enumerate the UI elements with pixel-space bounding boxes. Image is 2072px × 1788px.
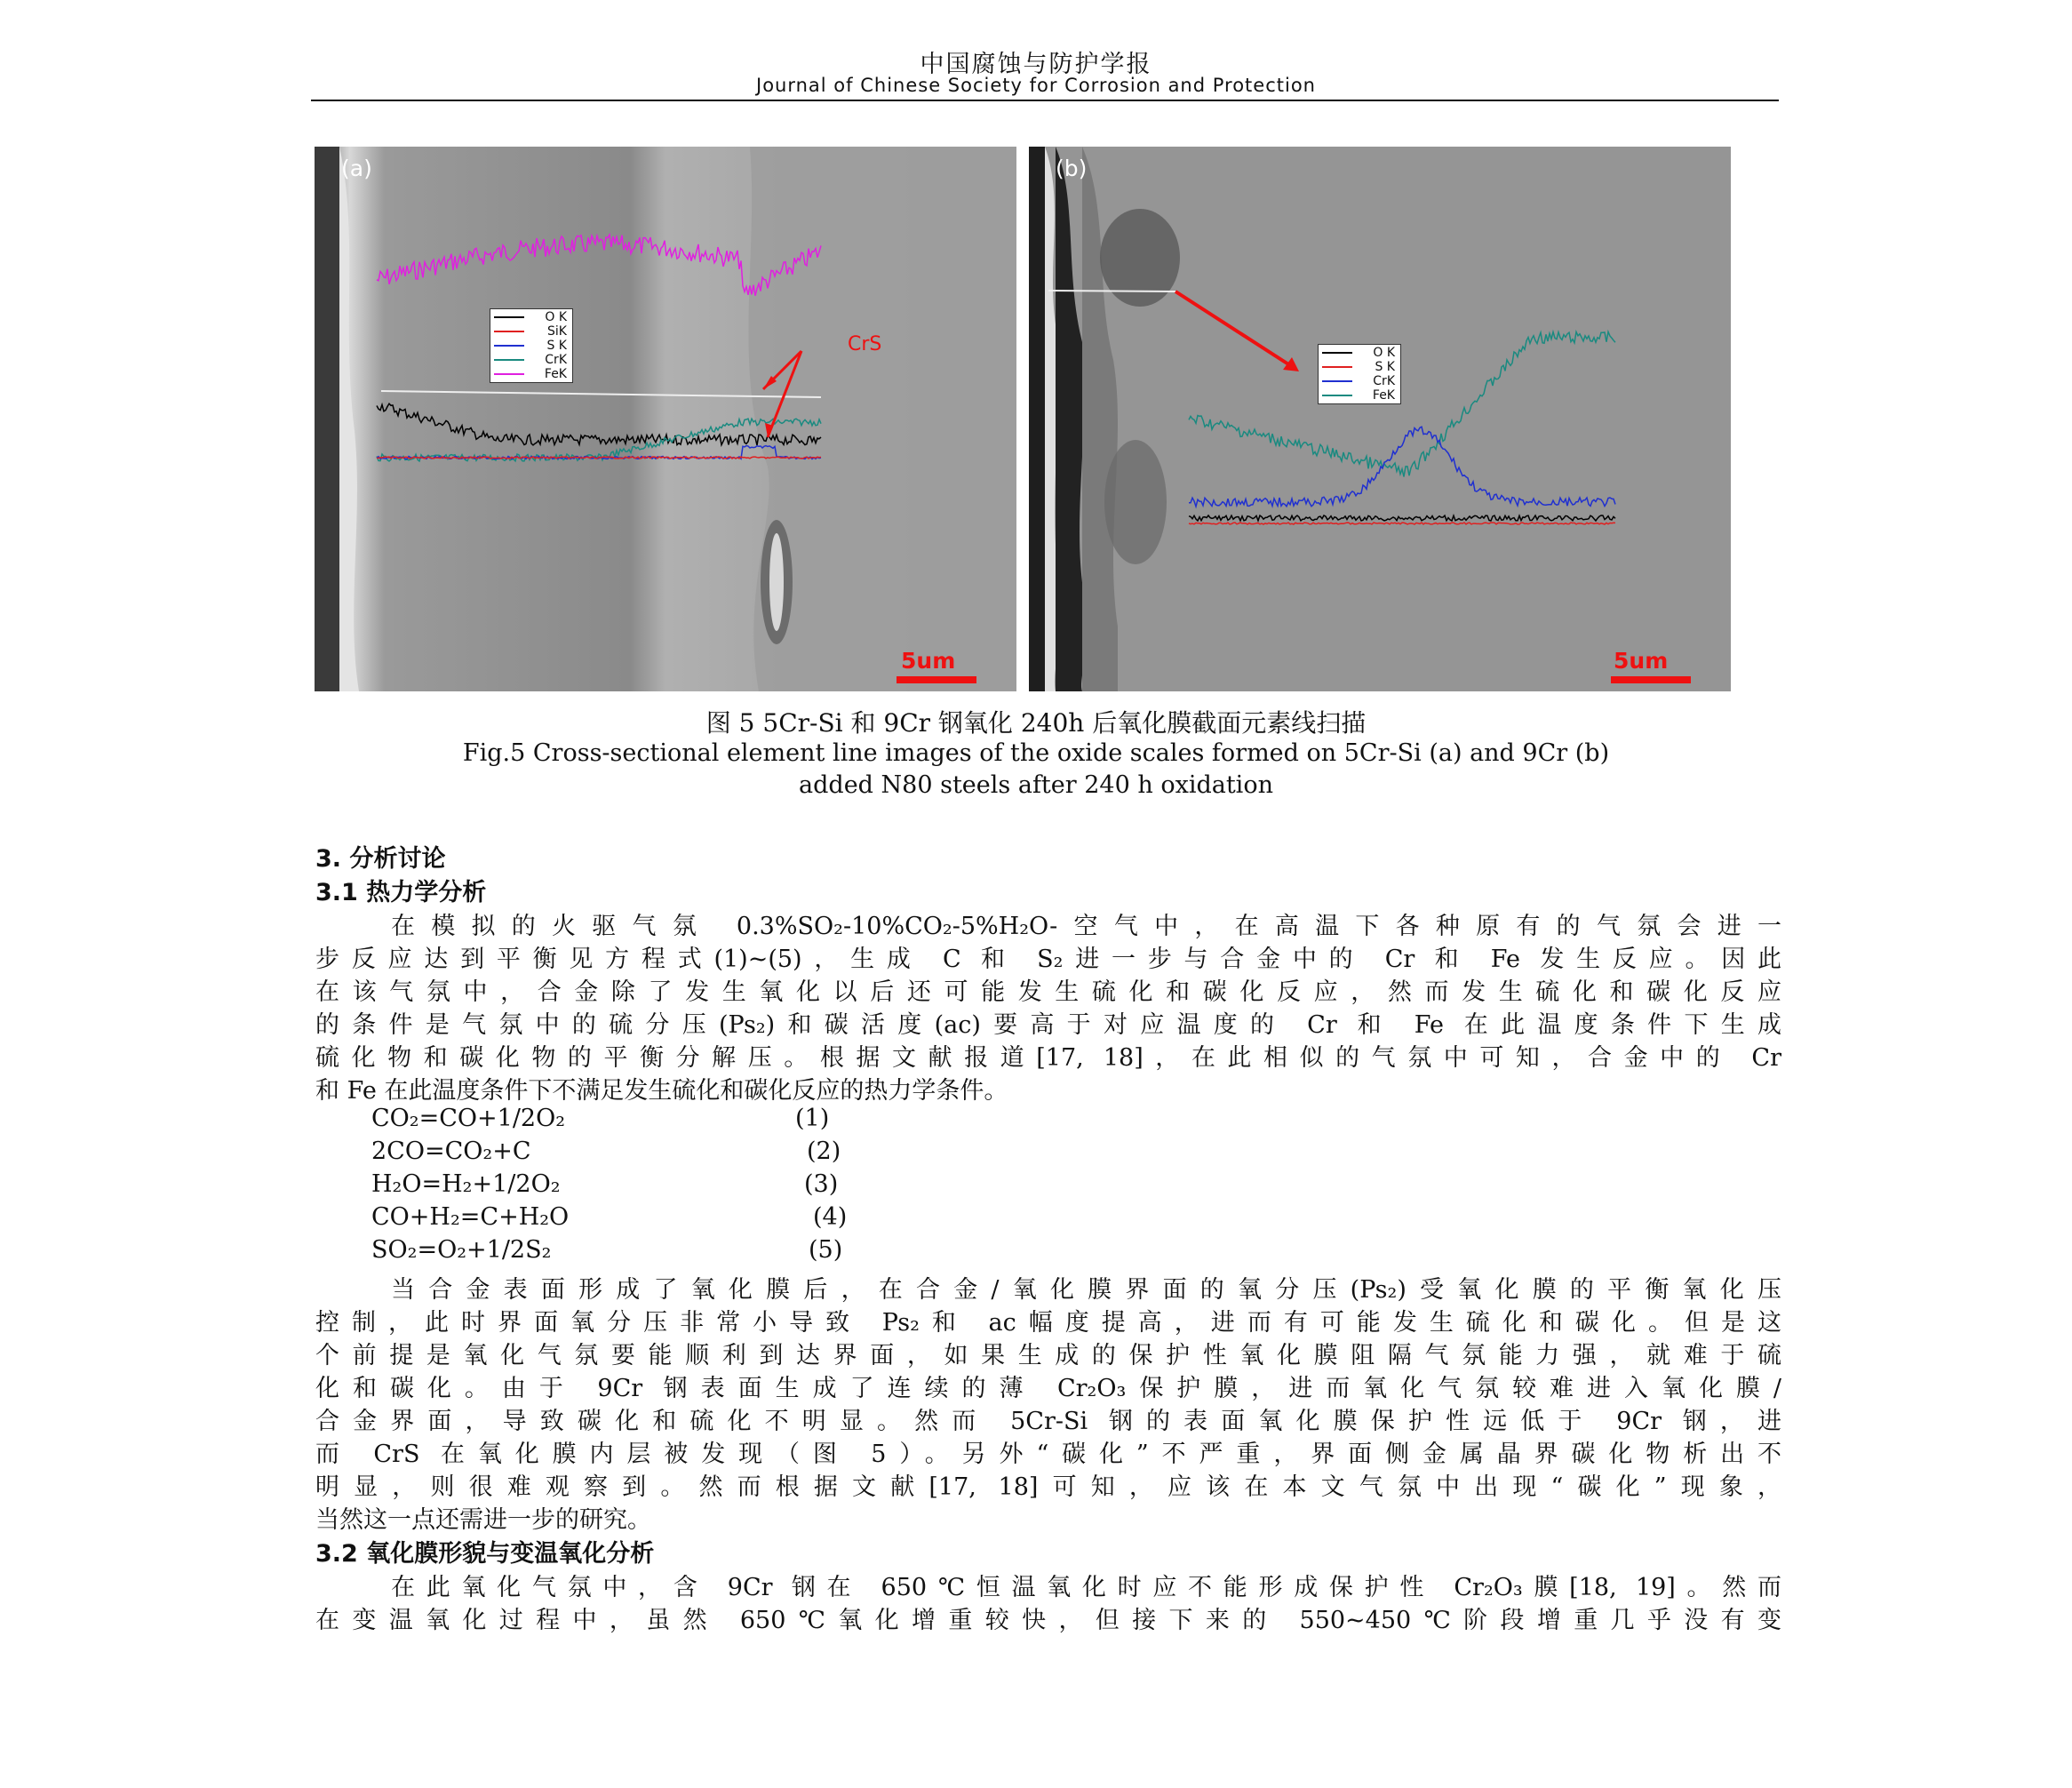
journal-title-cn: 中国腐蚀与防护学报 (920, 51, 1152, 78)
figure-caption-en-line2: added N80 steels after 240 h oxidation (799, 771, 1273, 799)
equation-number: (5) (809, 1236, 843, 1264)
equation-formula: CO+H₂=C+H₂O (371, 1203, 570, 1231)
figure-caption-en-line1: Fig.5 Cross-sectional element line images of the oxide scales formed on 5Cr-Si (a) and 9Cr (b) (462, 739, 1610, 767)
crs-annotation: CrS (848, 333, 882, 355)
paragraph-line: 步反应达到平衡见方程式(1)~(5)，生成 C 和 S₂进一步与合金中的 Cr 和 Fe 发生反应。因此 (315, 946, 1781, 973)
paragraph-line: 而 CrS 在氧化膜内层被发现（图 5）。另外“碳化”不严重，界面侧金属晶界碳化物析出不 (315, 1441, 1781, 1468)
paragraph-line: 的条件是气氛中的硫分压(Ps₂)和碳活度(ac)要高于对应温度的 Cr 和 Fe 在此温度条件下生成 (315, 1011, 1781, 1039)
scale-bar-label-b: 5um (1614, 648, 1669, 674)
legend-b (1318, 344, 1401, 404)
legend-item: S K (494, 339, 567, 353)
scale-bar-a (897, 676, 976, 683)
paragraph-line: 控制，此时界面氧分压非常小导致 Ps₂和 ac幅度提高，进而有可能发生硫化和碳化。但是这 (315, 1309, 1781, 1337)
paragraph-line: 在该气氛中，合金除了发生氧化以后还可能发生硫化和碳化反应，然而发生硫化和碳化反应 (315, 978, 1781, 1006)
section-heading: 3. 分析讨论 (315, 845, 446, 873)
scale-bar-label-a: 5um (901, 648, 956, 674)
equation-number: (4) (813, 1203, 848, 1231)
equation-number: (3) (804, 1170, 839, 1198)
equation-formula: SO₂=O₂+1/2S₂ (371, 1236, 552, 1264)
figure-panel-a (315, 147, 1016, 691)
legend-a (490, 308, 573, 383)
legend-item: CrK (1322, 374, 1395, 388)
subsection-heading-3-1: 3.1 热力学分析 (315, 879, 487, 906)
equation-formula: CO₂=CO+1/2O₂ (371, 1105, 566, 1132)
subsection-heading-3-2: 3.2 氧化膜形貌与变温氧化分析 (315, 1540, 655, 1568)
paragraph-line: 当然这一点还需进一步的研究。 (315, 1506, 651, 1534)
scale-bar-b (1611, 676, 1691, 683)
paragraph-line: 在模拟的火驱气氛 0.3%SO₂-10%CO₂-5%H₂O-空气中，在高温下各种原有的气氛会进一 (391, 913, 1781, 940)
figure-caption-cn: 图 5 5Cr-Si 和 9Cr 钢氧化 240h 后氧化膜截面元素线扫描 (705, 708, 1367, 738)
panel-tag-a: (a) (341, 156, 372, 181)
equation-formula: 2CO=CO₂+C (371, 1137, 531, 1165)
paragraph-line: 当合金表面形成了氧化膜后，在合金/氧化膜界面的氧分压(Ps₂)受氧化膜的平衡氧化压 (391, 1276, 1781, 1304)
paragraph-line: 和 Fe 在此温度条件下不满足发生硫化和碳化反应的热力学条件。 (315, 1077, 1008, 1105)
legend-item: FeK (494, 367, 567, 381)
paragraph-line: 化和碳化。由于 9Cr 钢表面生成了连续的薄 Cr₂O₃保护膜，进而氧化气氛较难进入氧化膜/ (315, 1375, 1781, 1402)
paragraph-line: 硫化物和碳化物的平衡分解压。根据文献报道[17, 18]，在此相似的气氛中可知，合金中的 Cr (315, 1044, 1781, 1072)
header-rule (311, 100, 1779, 101)
legend-item: CrK (494, 353, 567, 367)
journal-title-en: Journal of Chinese Society for Corrosion and Protection (756, 75, 1316, 96)
sem-image-b (1029, 147, 1731, 691)
legend-item: O K (494, 310, 567, 324)
sem-image-a (315, 147, 1016, 691)
legend-item: S K (1322, 360, 1395, 374)
paragraph-line: 个前提是氧化气氛要能顺利到达界面，如果生成的保护性氧化膜阻隔气氛能力强，就难于硫 (315, 1342, 1781, 1369)
paragraph-line: 合金界面，导致碳化和硫化不明显。然而 5Cr-Si 钢的表面氧化膜保护性远低于 9Cr 钢，进 (315, 1408, 1781, 1435)
equation-number: (2) (807, 1137, 841, 1165)
paragraph-line: 明显，则很难观察到。然而根据文献[17, 18]可知，应该在本文气氛中出现“碳化”现象， (315, 1473, 1781, 1501)
panel-tag-b: (b) (1056, 156, 1088, 181)
figure-panel-b (1029, 147, 1731, 691)
legend-item: SiK (494, 324, 567, 339)
paragraph-line: 在此氧化气氛中，含 9Cr 钢在 650℃恒温氧化时应不能形成保护性 Cr₂O₃膜[18, 19]。然而 (391, 1574, 1781, 1601)
equation-formula: H₂O=H₂+1/2O₂ (371, 1170, 561, 1198)
legend-item: FeK (1322, 388, 1395, 403)
legend-item: O K (1322, 346, 1395, 360)
equation-number: (1) (795, 1105, 830, 1132)
paragraph-line: 在变温氧化过程中，虽然 650℃氧化增重较快，但接下来的 550~450℃阶段增重几乎没有变 (315, 1607, 1781, 1634)
